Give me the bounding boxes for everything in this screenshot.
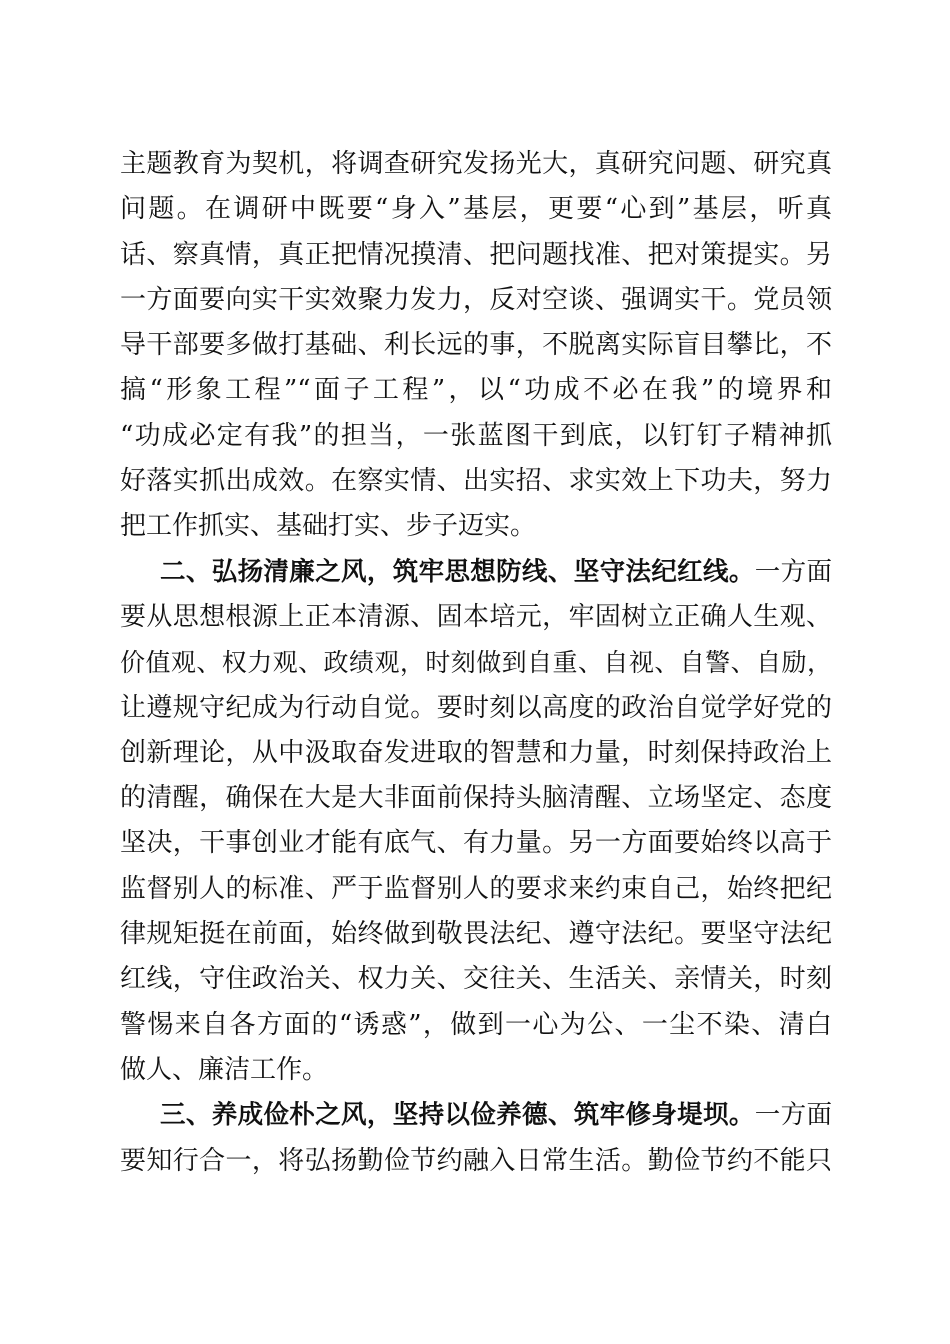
section-3-first-line: [120, 1093, 832, 1138]
section-3-first-line-rest: 一方面: [754, 1100, 832, 1131]
text-line: 问题。在调研中既要“身入”基层，更要“心到”基层，听真: [120, 194, 832, 225]
text-line: 红线，守住政治关、权力关、交往关、生活关、亲情关，时刻: [120, 964, 832, 995]
text-line: 创新理论，从中汲取奋发进取的智慧和力量，时刻保持政治上: [120, 737, 832, 768]
text-line: 坚决，干事创业才能有底气、有力量。另一方面要始终以高于: [120, 828, 832, 859]
text-line: 做人、廉洁工作。: [120, 1054, 329, 1085]
text-line: 话、察真情，真正把情况摸清、把问题找准、把对策提实。另: [120, 239, 832, 270]
section-3: [120, 1093, 832, 1184]
text-line: 把工作抓实、基础打实、步子迈实。: [120, 511, 537, 542]
paragraph-1: [120, 142, 832, 550]
text-line: 监督别人的标准、严于监督别人的要求来约束自己，始终把纪: [120, 873, 832, 904]
text-line: 警惕来自各方面的“诱惑”，做到一心为公、一尘不染、清白: [120, 1009, 832, 1040]
text-line: 价值观、权力观、政绩观，时刻做到自重、自视、自警、自励，: [120, 648, 832, 678]
text-line: 要知行合一，将弘扬勤俭节约融入日常生活。勤俭节约不能只: [120, 1145, 832, 1176]
section-3-heading: 三、养成俭朴之风，坚持以俭养德、筑牢修身堤坝。: [160, 1100, 755, 1131]
section-2-first-line-rest: 一方面: [754, 556, 832, 587]
section-2: [120, 550, 832, 1094]
text-line: 导干部要多做打基础、利长远的事，不脱离实际盲目攀比，不: [120, 330, 832, 361]
text-line: 搞“形象工程”“面子工程”，以“功成不必在我”的境界和: [120, 375, 832, 406]
text-line: 让遵规守纪成为行动自觉。要时刻以高度的政治自觉学好党的: [120, 692, 832, 723]
text-line: 律规矩挺在前面，始终做到敬畏法纪、遵守法纪。要坚守法纪: [120, 919, 832, 950]
document-body: [120, 142, 832, 1184]
text-line: 好落实抓出成效。在察实情、出实招、求实效上下功夫，努力: [120, 466, 832, 497]
text-line: 主题教育为契机，将调查研究发扬光大，真研究问题、研究真: [120, 149, 832, 179]
text-line: 要从思想根源上正本清源、固本培元，牢固树立正确人生观、: [120, 601, 832, 632]
section-2-heading: 二、弘扬清廉之风，筑牢思想防线、坚守法纪红线。: [160, 556, 755, 587]
text-line: “功成必定有我”的担当，一张蓝图干到底，以钉钉子精神抓: [120, 420, 832, 451]
text-line: 的清醒，确保在大是大非面前保持头脑清醒、立场坚定、态度: [120, 783, 832, 814]
text-line: 一方面要向实干实效聚力发力，反对空谈、强调实干。党员领: [120, 284, 832, 315]
section-2-first-line: [120, 550, 832, 595]
